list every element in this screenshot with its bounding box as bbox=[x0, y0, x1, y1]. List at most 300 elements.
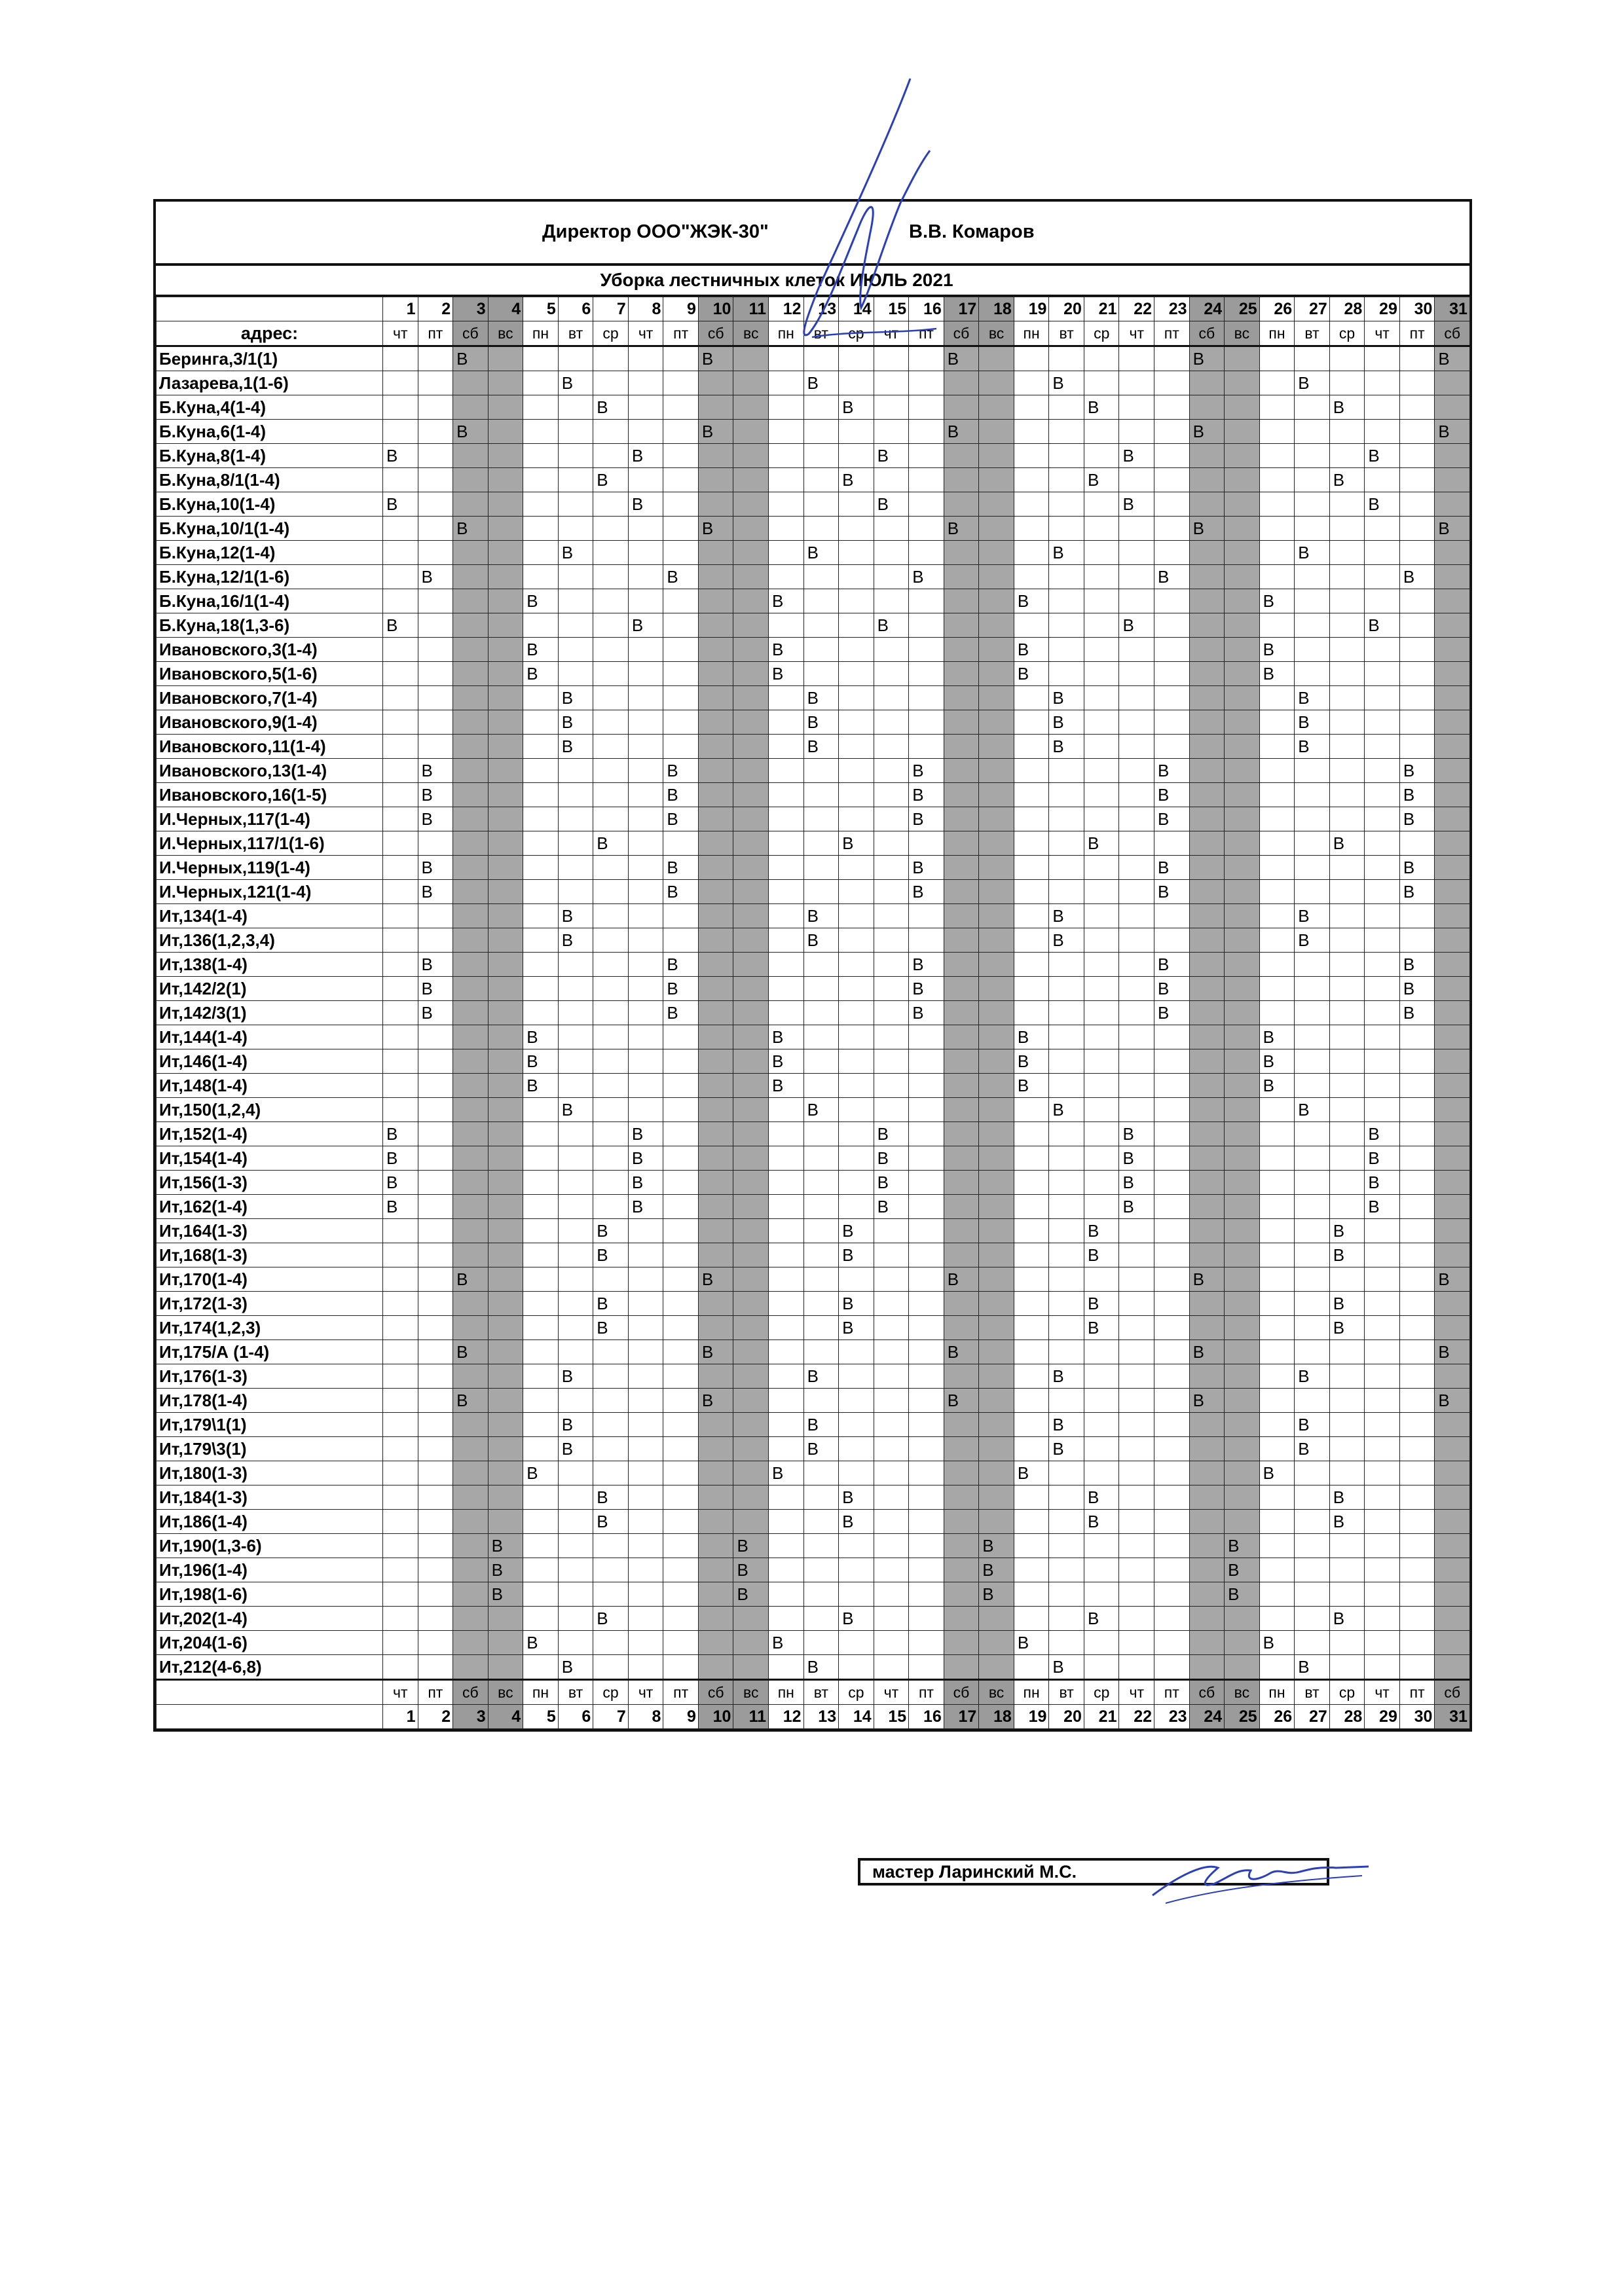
schedule-cell bbox=[1049, 1122, 1084, 1146]
schedule-cell bbox=[839, 686, 874, 710]
schedule-cell bbox=[944, 977, 979, 1001]
schedule-cell bbox=[944, 444, 979, 468]
cleaning-mark: В bbox=[839, 1607, 874, 1631]
schedule-cell bbox=[698, 541, 733, 565]
schedule-cell bbox=[979, 1607, 1014, 1631]
schedule-cell bbox=[733, 928, 769, 953]
schedule-cell bbox=[839, 1437, 874, 1461]
schedule-cell bbox=[1084, 1558, 1119, 1582]
cleaning-mark: В bbox=[803, 541, 839, 565]
schedule-cell bbox=[1399, 710, 1435, 735]
schedule-cell bbox=[628, 1243, 663, 1267]
schedule-cell bbox=[488, 1267, 523, 1292]
schedule-cell bbox=[698, 1195, 733, 1219]
schedule-cell bbox=[1295, 1195, 1330, 1219]
schedule-cell bbox=[628, 1364, 663, 1389]
schedule-cell bbox=[839, 420, 874, 444]
schedule-cell bbox=[769, 1195, 804, 1219]
schedule-cell bbox=[874, 638, 909, 662]
day-number: 30 bbox=[1399, 1705, 1435, 1729]
schedule-cell bbox=[1399, 1510, 1435, 1534]
schedule-cell bbox=[1119, 1001, 1154, 1025]
table-row bbox=[157, 1631, 1470, 1655]
schedule-cell bbox=[488, 1316, 523, 1340]
address-cell: Ит,146(1-4) bbox=[157, 1049, 383, 1074]
cleaning-mark: В bbox=[769, 638, 804, 662]
schedule-cell bbox=[1295, 1001, 1330, 1025]
cleaning-mark: В bbox=[1014, 1074, 1049, 1098]
schedule-cell bbox=[523, 686, 559, 710]
schedule-cell bbox=[628, 1582, 663, 1607]
schedule-cell bbox=[1189, 710, 1225, 735]
weekday-row bbox=[157, 1680, 1470, 1705]
schedule-cell bbox=[944, 856, 979, 880]
cleaning-mark: В bbox=[593, 1316, 629, 1340]
schedule-cell bbox=[1084, 953, 1119, 977]
schedule-cell bbox=[593, 1655, 629, 1680]
cleaning-mark: В bbox=[1049, 710, 1084, 735]
schedule-cell bbox=[663, 1267, 699, 1292]
schedule-cell bbox=[593, 565, 629, 589]
schedule-cell bbox=[698, 1049, 733, 1074]
address-cell: Ит,136(1,2,3,4) bbox=[157, 928, 383, 953]
table-row bbox=[157, 1389, 1470, 1413]
schedule-cell bbox=[944, 1485, 979, 1510]
schedule-cell bbox=[733, 807, 769, 831]
schedule-cell bbox=[1189, 735, 1225, 759]
schedule-cell bbox=[1435, 1316, 1470, 1340]
schedule-cell bbox=[733, 1655, 769, 1680]
address-cell: Б.Куна,8/1(1-4) bbox=[157, 468, 383, 492]
schedule-cell bbox=[1225, 1485, 1260, 1510]
cleaning-mark: В bbox=[663, 880, 699, 904]
schedule-cell bbox=[1119, 1510, 1154, 1534]
schedule-cell bbox=[909, 1292, 944, 1316]
schedule-cell bbox=[523, 1098, 559, 1122]
schedule-cell bbox=[628, 1655, 663, 1680]
schedule-cell bbox=[1119, 565, 1154, 589]
schedule-cell bbox=[803, 1485, 839, 1510]
day-number: 29 bbox=[1365, 1705, 1400, 1729]
schedule-cell bbox=[1399, 1558, 1435, 1582]
schedule-cell bbox=[663, 638, 699, 662]
cleaning-mark: В bbox=[1399, 856, 1435, 880]
schedule-cell bbox=[418, 1461, 453, 1485]
schedule-cell bbox=[383, 759, 418, 783]
schedule-cell bbox=[944, 686, 979, 710]
schedule-cell bbox=[488, 395, 523, 420]
schedule-cell bbox=[874, 1582, 909, 1607]
schedule-cell bbox=[874, 1413, 909, 1437]
schedule-cell bbox=[1154, 395, 1190, 420]
schedule-cell bbox=[593, 807, 629, 831]
schedule-cell bbox=[874, 710, 909, 735]
schedule-cell bbox=[874, 904, 909, 928]
table-row bbox=[157, 977, 1470, 1001]
address-cell: Ивановского,5(1-6) bbox=[157, 662, 383, 686]
schedule-cell bbox=[769, 1437, 804, 1461]
schedule-cell bbox=[488, 1025, 523, 1049]
schedule-cell bbox=[628, 977, 663, 1001]
schedule-cell bbox=[803, 1025, 839, 1049]
schedule-cell bbox=[1189, 977, 1225, 1001]
schedule-cell bbox=[1329, 1001, 1365, 1025]
schedule-cell bbox=[1399, 1219, 1435, 1243]
schedule-cell bbox=[488, 953, 523, 977]
schedule-cell bbox=[1225, 1025, 1260, 1049]
schedule-cell bbox=[558, 346, 593, 371]
address-cell: Ит,148(1-4) bbox=[157, 1074, 383, 1098]
schedule-cell bbox=[1225, 1461, 1260, 1485]
cleaning-mark: В bbox=[1014, 1025, 1049, 1049]
cleaning-mark: В bbox=[1435, 1340, 1470, 1364]
schedule-cell bbox=[453, 541, 489, 565]
schedule-cell bbox=[698, 1607, 733, 1631]
address-cell: Ит,156(1-3) bbox=[157, 1171, 383, 1195]
schedule-cell bbox=[839, 1655, 874, 1680]
schedule-cell bbox=[1189, 1243, 1225, 1267]
cleaning-mark: В bbox=[1259, 638, 1295, 662]
schedule-cell bbox=[1119, 1364, 1154, 1389]
schedule-cell bbox=[593, 541, 629, 565]
weekday-label: сб bbox=[944, 1680, 979, 1705]
schedule-cell bbox=[1049, 977, 1084, 1001]
schedule-cell bbox=[1329, 1171, 1365, 1195]
cleaning-mark: В bbox=[593, 831, 629, 856]
cleaning-mark: В bbox=[523, 662, 559, 686]
day-number: 15 bbox=[874, 297, 909, 321]
day-number: 9 bbox=[663, 1705, 699, 1729]
schedule-cell bbox=[909, 444, 944, 468]
schedule-cell bbox=[1084, 1364, 1119, 1389]
schedule-cell bbox=[1014, 492, 1049, 517]
cleaning-mark: В bbox=[523, 1461, 559, 1485]
schedule-cell bbox=[803, 1267, 839, 1292]
schedule-cell bbox=[944, 1316, 979, 1340]
schedule-cell bbox=[803, 1074, 839, 1098]
schedule-cell bbox=[979, 1631, 1014, 1655]
schedule-cell bbox=[1084, 880, 1119, 904]
schedule-cell bbox=[523, 880, 559, 904]
cleaning-mark: В bbox=[1014, 1049, 1049, 1074]
schedule-cell bbox=[1119, 346, 1154, 371]
table-row bbox=[157, 904, 1470, 928]
schedule-cell bbox=[663, 541, 699, 565]
cleaning-mark: В bbox=[1119, 444, 1154, 468]
schedule-cell bbox=[1295, 856, 1330, 880]
schedule-cell bbox=[523, 420, 559, 444]
schedule-cell bbox=[1259, 807, 1295, 831]
schedule-cell bbox=[1084, 1001, 1119, 1025]
schedule-cell bbox=[383, 1655, 418, 1680]
schedule-cell bbox=[453, 1437, 489, 1461]
schedule-cell bbox=[1119, 1437, 1154, 1461]
schedule-cell bbox=[663, 1534, 699, 1558]
schedule-cell bbox=[839, 1389, 874, 1413]
schedule-cell bbox=[523, 856, 559, 880]
table-row bbox=[157, 1510, 1470, 1534]
schedule-cell bbox=[1225, 1195, 1260, 1219]
schedule-cell bbox=[909, 371, 944, 395]
schedule-cell bbox=[383, 1413, 418, 1437]
schedule-cell bbox=[453, 468, 489, 492]
schedule-cell bbox=[1365, 1001, 1400, 1025]
schedule-cell bbox=[769, 1389, 804, 1413]
schedule-cell bbox=[1435, 710, 1470, 735]
table-row bbox=[157, 1074, 1470, 1098]
schedule-cell bbox=[663, 1607, 699, 1631]
schedule-cell bbox=[1225, 1655, 1260, 1680]
table-row bbox=[157, 468, 1470, 492]
schedule-cell bbox=[909, 613, 944, 638]
schedule-cell bbox=[1014, 880, 1049, 904]
weekday-label: пт bbox=[418, 321, 453, 346]
schedule-cell bbox=[663, 1631, 699, 1655]
schedule-cell bbox=[523, 1146, 559, 1171]
cleaning-mark: В bbox=[418, 807, 453, 831]
schedule-cell bbox=[803, 517, 839, 541]
schedule-cell bbox=[1154, 1655, 1190, 1680]
schedule-cell bbox=[1119, 735, 1154, 759]
schedule-cell bbox=[663, 1340, 699, 1364]
schedule-cell bbox=[1084, 1195, 1119, 1219]
schedule-cell bbox=[1119, 589, 1154, 613]
cleaning-mark: В bbox=[1049, 735, 1084, 759]
schedule-cell bbox=[558, 517, 593, 541]
schedule-cell bbox=[418, 346, 453, 371]
cleaning-mark: В bbox=[383, 1195, 418, 1219]
schedule-cell bbox=[1329, 1122, 1365, 1146]
schedule-cell bbox=[1365, 1413, 1400, 1437]
schedule-cell bbox=[874, 1219, 909, 1243]
schedule-cell bbox=[1435, 444, 1470, 468]
schedule-cell bbox=[1295, 444, 1330, 468]
weekday-label: ср bbox=[839, 321, 874, 346]
schedule-cell bbox=[1259, 1001, 1295, 1025]
schedule-cell bbox=[1295, 565, 1330, 589]
schedule-cell bbox=[769, 856, 804, 880]
schedule-cell bbox=[488, 541, 523, 565]
schedule-cell bbox=[1259, 1437, 1295, 1461]
schedule-cell bbox=[1189, 1582, 1225, 1607]
schedule-cell bbox=[453, 1171, 489, 1195]
schedule-cell bbox=[1295, 346, 1330, 371]
schedule-cell bbox=[1399, 638, 1435, 662]
schedule-cell bbox=[1365, 1437, 1400, 1461]
cleaning-mark: В bbox=[769, 1631, 804, 1655]
schedule-cell bbox=[803, 1122, 839, 1146]
day-number: 20 bbox=[1049, 297, 1084, 321]
cleaning-mark: В bbox=[909, 880, 944, 904]
schedule-cell bbox=[1189, 1074, 1225, 1098]
schedule-cell bbox=[1049, 492, 1084, 517]
address-cell: Ивановского,9(1-4) bbox=[157, 710, 383, 735]
weekday-label: вс bbox=[733, 321, 769, 346]
schedule-cell bbox=[769, 420, 804, 444]
schedule-cell bbox=[1259, 1413, 1295, 1437]
schedule-cell bbox=[663, 517, 699, 541]
schedule-cell bbox=[909, 395, 944, 420]
schedule-cell bbox=[1295, 1219, 1330, 1243]
schedule-cell bbox=[383, 1582, 418, 1607]
weekday-label: сб bbox=[698, 1680, 733, 1705]
cleaning-mark: В bbox=[523, 1074, 559, 1098]
cleaning-mark: В bbox=[1049, 541, 1084, 565]
cleaning-mark: В bbox=[663, 759, 699, 783]
schedule-cell bbox=[1259, 759, 1295, 783]
schedule-cell bbox=[1435, 1001, 1470, 1025]
address-cell: Ит,198(1-6) bbox=[157, 1582, 383, 1607]
address-cell: Б.Куна,18(1,3-6) bbox=[157, 613, 383, 638]
schedule-cell bbox=[1049, 468, 1084, 492]
schedule-cell bbox=[698, 1074, 733, 1098]
cleaning-mark: В bbox=[1399, 880, 1435, 904]
schedule-cell bbox=[383, 1049, 418, 1074]
schedule-cell bbox=[593, 735, 629, 759]
schedule-cell bbox=[593, 710, 629, 735]
schedule-cell bbox=[628, 1437, 663, 1461]
cleaning-mark: В bbox=[628, 444, 663, 468]
schedule-cell bbox=[1435, 565, 1470, 589]
schedule-cell bbox=[1435, 1195, 1470, 1219]
weekday-label: чт bbox=[1365, 1680, 1400, 1705]
schedule-cell bbox=[1399, 517, 1435, 541]
schedule-cell bbox=[909, 1049, 944, 1074]
schedule-cell bbox=[628, 1340, 663, 1364]
schedule-cell bbox=[488, 1292, 523, 1316]
schedule-cell bbox=[979, 1219, 1014, 1243]
schedule-cell bbox=[1329, 589, 1365, 613]
schedule-cell bbox=[1329, 686, 1365, 710]
cleaning-mark: В bbox=[909, 977, 944, 1001]
schedule-cell bbox=[839, 1461, 874, 1485]
schedule-cell bbox=[628, 662, 663, 686]
cleaning-mark: В bbox=[1295, 1655, 1330, 1680]
schedule-cell bbox=[1189, 1001, 1225, 1025]
address-cell: Б.Куна,10/1(1-4) bbox=[157, 517, 383, 541]
schedule-cell bbox=[558, 1267, 593, 1292]
schedule-cell bbox=[839, 1074, 874, 1098]
cleaning-mark: В bbox=[418, 977, 453, 1001]
schedule-cell bbox=[453, 1074, 489, 1098]
cleaning-mark: В bbox=[909, 565, 944, 589]
cleaning-mark: В bbox=[1225, 1582, 1260, 1607]
schedule-cell bbox=[1399, 468, 1435, 492]
cleaning-mark: В bbox=[1119, 492, 1154, 517]
schedule-cell bbox=[1259, 977, 1295, 1001]
schedule-cell bbox=[453, 1607, 489, 1631]
schedule-cell bbox=[909, 1122, 944, 1146]
schedule-cell bbox=[1399, 371, 1435, 395]
schedule-cell bbox=[733, 565, 769, 589]
day-number: 12 bbox=[769, 297, 804, 321]
weekday-label: вт bbox=[1295, 1680, 1330, 1705]
schedule-cell bbox=[1014, 1607, 1049, 1631]
schedule-cell bbox=[1259, 1316, 1295, 1340]
schedule-cell bbox=[558, 638, 593, 662]
schedule-cell bbox=[453, 1485, 489, 1510]
cleaning-mark: В bbox=[593, 1219, 629, 1243]
schedule-cell bbox=[1259, 1510, 1295, 1534]
cleaning-mark: В bbox=[453, 517, 489, 541]
schedule-cell bbox=[1119, 1607, 1154, 1631]
table-row bbox=[157, 1437, 1470, 1461]
schedule-cell bbox=[944, 1607, 979, 1631]
schedule-cell bbox=[1259, 1195, 1295, 1219]
schedule-cell bbox=[383, 346, 418, 371]
schedule-cell bbox=[1084, 759, 1119, 783]
schedule-cell bbox=[1084, 1437, 1119, 1461]
schedule-cell bbox=[874, 1558, 909, 1582]
schedule-cell bbox=[979, 710, 1014, 735]
schedule-cell bbox=[1049, 1219, 1084, 1243]
schedule-cell bbox=[628, 1631, 663, 1655]
schedule-cell bbox=[1399, 1243, 1435, 1267]
schedule-cell bbox=[1084, 807, 1119, 831]
schedule-cell bbox=[1084, 1655, 1119, 1680]
schedule-cell bbox=[944, 565, 979, 589]
schedule-cell bbox=[1259, 565, 1295, 589]
schedule-cell bbox=[1154, 710, 1190, 735]
schedule-cell bbox=[1189, 662, 1225, 686]
schedule-cell bbox=[874, 1485, 909, 1510]
cleaning-mark: В bbox=[839, 468, 874, 492]
schedule-cell bbox=[1259, 1219, 1295, 1243]
schedule-cell bbox=[523, 1243, 559, 1267]
cleaning-mark: В bbox=[1399, 953, 1435, 977]
cleaning-mark: В bbox=[593, 1485, 629, 1510]
schedule-cell bbox=[803, 565, 839, 589]
schedule-cell bbox=[488, 1655, 523, 1680]
cleaning-mark: В bbox=[803, 686, 839, 710]
table-row bbox=[157, 1364, 1470, 1389]
schedule-cell bbox=[1189, 1413, 1225, 1437]
schedule-cell bbox=[803, 880, 839, 904]
schedule-cell bbox=[944, 1122, 979, 1146]
day-number: 8 bbox=[628, 1705, 663, 1729]
weekday-label: вс bbox=[488, 1680, 523, 1705]
schedule-cell bbox=[1084, 346, 1119, 371]
schedule-cell bbox=[1049, 638, 1084, 662]
schedule-cell bbox=[418, 831, 453, 856]
schedule-cell bbox=[1399, 1607, 1435, 1631]
schedule-cell bbox=[839, 880, 874, 904]
director-title: Директор ООО"ЖЭК-30" bbox=[542, 221, 769, 242]
schedule-cell bbox=[1259, 541, 1295, 565]
schedule-cell bbox=[1049, 953, 1084, 977]
schedule-cell bbox=[1399, 928, 1435, 953]
schedule-cell bbox=[453, 1316, 489, 1340]
cleaning-mark: В bbox=[1295, 1437, 1330, 1461]
schedule-cell bbox=[488, 1510, 523, 1534]
schedule-cell bbox=[874, 420, 909, 444]
schedule-cell bbox=[944, 953, 979, 977]
schedule-cell bbox=[593, 1461, 629, 1485]
cleaning-mark: В bbox=[1084, 831, 1119, 856]
schedule-cell bbox=[1399, 686, 1435, 710]
schedule-cell bbox=[874, 977, 909, 1001]
schedule-cell bbox=[663, 492, 699, 517]
schedule-cell bbox=[1225, 759, 1260, 783]
schedule-cell bbox=[979, 1485, 1014, 1510]
schedule-cell bbox=[383, 1074, 418, 1098]
schedule-cell bbox=[1189, 1219, 1225, 1243]
schedule-cell bbox=[663, 1146, 699, 1171]
schedule-cell bbox=[769, 1340, 804, 1364]
schedule-cell bbox=[839, 565, 874, 589]
schedule-cell bbox=[1329, 735, 1365, 759]
day-number: 18 bbox=[979, 1705, 1014, 1729]
